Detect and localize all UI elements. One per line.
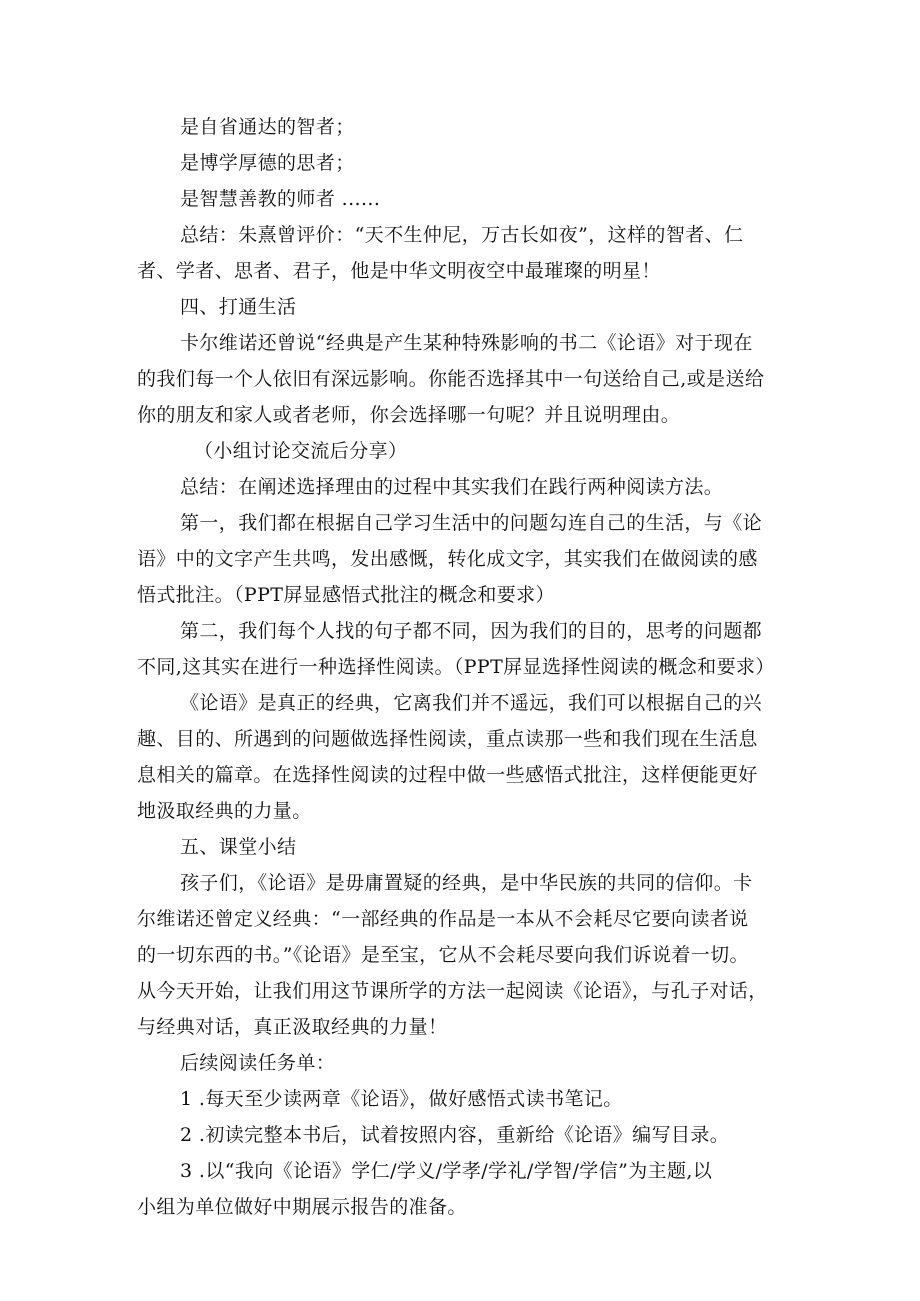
text-line: 总结：在阐述选择理由的过程中其实我们在践行两种阅读方法。 bbox=[180, 476, 724, 498]
text-line: 是自省通达的智者； bbox=[180, 116, 355, 138]
text-line: 卡尔维诺还曾说“经典是产生某种特殊影响的书二《论语》对于现在 bbox=[180, 332, 753, 354]
section-heading: 五、课堂小结 bbox=[180, 836, 297, 858]
list-item: 3 .以“我向《论语》学仁/学义/学孝/学礼/学智/学信”为主题,以 bbox=[180, 1160, 713, 1182]
text-line: 悟式批注。（PPT屏显感悟式批注的概念和要求） bbox=[137, 584, 555, 606]
text-line: 孩子们，《论语》是毋庸置疑的经典，是中华民族的共同的信仰。卡 bbox=[180, 872, 753, 894]
text-line: 的一切东西的书。”《论语》是至宝，它从不会耗尽要向我们诉说着一切。 bbox=[137, 944, 749, 966]
text-line: （小组讨论交流后分享） bbox=[194, 440, 408, 462]
text-line: 总结：朱熹曾评价：“天不生仲尼，万古长如夜”，这样的智者、仁 bbox=[180, 224, 744, 246]
text-line: 息相关的篇章。在选择性阅读的过程中做一些感悟式批注，这样便能更好 bbox=[137, 764, 758, 786]
text-line: 第二，我们每个人找的句子都不同，因为我们的目的，思考的问题都 bbox=[180, 620, 763, 642]
text-line: 从今天开始，让我们用这节课所学的方法一起阅读《论语》，与孔子对话， bbox=[137, 980, 768, 1002]
text-line: 地汲取经典的力量。 bbox=[137, 800, 312, 822]
text-line: 小组为单位做好中期展示报告的准备。 bbox=[137, 1196, 467, 1218]
text-line: 与经典对话，真正汲取经典的力量！ bbox=[137, 1016, 448, 1038]
text-line: 你的朋友和家人或者老师，你会选择哪一句呢？并且说明理由。 bbox=[137, 404, 681, 426]
section-heading: 四、打通生活 bbox=[180, 296, 297, 318]
text-line: 不同,这其实在进行一种选择性阅读。（PPT屏显选择性阅读的概念和要求） bbox=[137, 656, 775, 678]
text-line: 是智慧善教的师者 ...... bbox=[180, 188, 381, 210]
text-line: 趣、目的、所遇到的问题做选择性阅读，重点读那一些和我们现在生活息 bbox=[137, 728, 758, 750]
text-line: 后续阅读任务单： bbox=[180, 1052, 336, 1074]
text-line: 《论语》是真正的经典，它离我们并不遥远，我们可以根据自己的兴 bbox=[180, 692, 763, 714]
text-line: 的我们每一个人依旧有深远影响。你能否选择其中一句送给自己,或是送给 bbox=[137, 368, 765, 390]
text-line: 尔维诺还曾定义经典：“一部经典的作品是一本从不会耗尽它要向读者说 bbox=[137, 908, 749, 930]
text-line: 是博学厚德的思者； bbox=[180, 152, 355, 174]
list-item: 1 .每天至少读两章《论语》，做好感悟式读书笔记。 bbox=[180, 1088, 623, 1110]
list-item: 2 .初读完整本书后，试着按照内容，重新给《论语》编写目录。 bbox=[180, 1124, 730, 1146]
text-line: 者、学者、思者、君子，他是中华文明夜空中最璀璨的明星！ bbox=[137, 260, 661, 282]
text-line: 第一，我们都在根据自己学习生活中的问题勾连自己的生活，与《论 bbox=[180, 512, 763, 534]
text-line: 语》中的文字产生共鸣，发出感慨，转化成文字，其实我们在做阅读的感 bbox=[137, 548, 758, 570]
